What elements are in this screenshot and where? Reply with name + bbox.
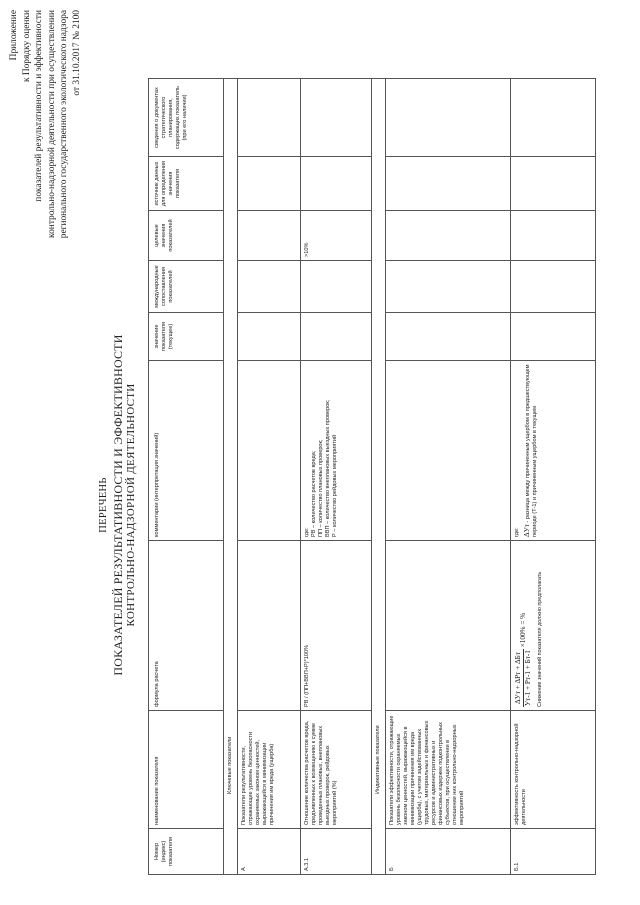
col-header-name: наименование показателя xyxy=(149,711,224,829)
formula-fraction xyxy=(514,649,533,707)
table-row xyxy=(511,79,596,875)
table-row xyxy=(301,79,372,875)
comment-text: - разница между причиненным ущербом в предшествующем периоде (Т-1) и причиненным ущербом в текущем xyxy=(525,364,538,537)
row-index: Б xyxy=(386,829,511,875)
row-name: эффективность контрольно-надзорной деятельности xyxy=(511,711,596,829)
row-index: А.3.1 xyxy=(301,829,372,875)
comment-line: ВВП – количество внеплановых выездных проверок; xyxy=(325,399,331,537)
appendix-line: Приложение xyxy=(9,10,19,61)
comment-line: где: xyxy=(304,527,310,537)
section-label-key: Ключевые показатели xyxy=(224,79,238,875)
formula-denominator: Ут-1 + Рт-1 + Бт-1 xyxy=(524,650,532,706)
appendix-line: регионального государственного экологического надзора xyxy=(59,10,70,239)
comment-line: ПП – количество плановых проверок; xyxy=(318,439,324,537)
col-header-formula: формула расчета xyxy=(149,541,224,711)
row-target: >10% xyxy=(301,211,372,261)
section-label-indicative: Индикативные показатели xyxy=(372,79,386,875)
formula-note: Снижение значений показателя должно предполагать xyxy=(537,571,543,707)
section-row-key xyxy=(224,79,238,875)
formula-tail: ×100% = % xyxy=(519,612,528,648)
col-header-international: международные сопоставления показателей xyxy=(149,261,224,313)
formula-numerator: ΔУт + ΔРт + ΔБт xyxy=(514,649,524,707)
appendix-note xyxy=(8,10,84,370)
appendix-line: показателей результативности и эффективности xyxy=(34,10,45,202)
row-comment xyxy=(511,361,596,541)
col-header-index: Номер (индекс) показателя xyxy=(149,829,224,875)
row-name: Отношение количества расчетов вреда, предъявленных к возмещению к сумме проведенных плановых, внеплановых выездных проверок, рейдовых мероприятий (%) xyxy=(301,711,372,829)
appendix-line: контрольно-надзорной деятельности при осуществлении xyxy=(46,10,57,238)
document-subtitle-1: ПОКАЗАТЕЛЕЙ РЕЗУЛЬТАТИВНОСТИ И ЭФФЕКТИВНОСТИ xyxy=(111,334,125,676)
comment-where: где: xyxy=(514,527,520,537)
row-comment xyxy=(301,361,372,541)
col-header-comments: комментарии (интерпретация значений) xyxy=(149,361,224,541)
col-header-current-value: значение показателя (текущее) xyxy=(149,313,224,361)
table-row xyxy=(386,79,511,875)
col-header-strategic-docs: сведения о документах стратегического планирования, содержащих показатель (при его наличии) xyxy=(149,79,224,157)
comment-line: Р – количество рейдовых мероприятий xyxy=(332,434,338,537)
row-index: Б.1 xyxy=(511,829,596,875)
indicators-table xyxy=(148,78,596,875)
row-index: А xyxy=(238,829,301,875)
row-name: Показатели результативности, отражающие уровень безопасности охраняемых законом ценностей, выражающейся в минимизации причинения им вреда (ущерба) xyxy=(238,711,301,829)
table-header-row xyxy=(149,79,224,875)
comment-symbol: ΔУт xyxy=(523,524,531,537)
table-row xyxy=(238,79,301,875)
appendix-line: к Порядку оценки xyxy=(21,10,32,83)
formula-expression xyxy=(514,544,533,707)
section-row-indicative xyxy=(372,79,386,875)
comment-line: РВ – количество расчетов вреда; xyxy=(311,450,317,537)
document-subtitle-2: КОНТРОЛЬНО-НАДЗОРНОЙ ДЕЯТЕЛЬНОСТИ xyxy=(125,383,137,627)
appendix-line: от 31.10.2017 № 2100 xyxy=(71,10,82,96)
document-heading xyxy=(98,245,138,765)
col-header-target: целевые значения показателей xyxy=(149,211,224,261)
col-header-source: источник данных для определения значения показателя xyxy=(149,157,224,211)
row-name: Показатели эффективности, отражающие уровень безопасности охраняемых законом ценностей, выражающейся в минимизации причинения им вреда (ущерба), с учетом задействованных трудовых, материальных и финансовых ресурсов и административных и финансовых издержек подконтрольных субъектов, при осуществлении в отношении них контрольно-надзорных мероприятий xyxy=(386,711,511,829)
row-formula: РВ / (ПП+ВВП+Р)*100% xyxy=(301,541,372,711)
row-formula xyxy=(511,541,596,711)
document-title: ПЕРЕЧЕНЬ xyxy=(98,477,109,533)
